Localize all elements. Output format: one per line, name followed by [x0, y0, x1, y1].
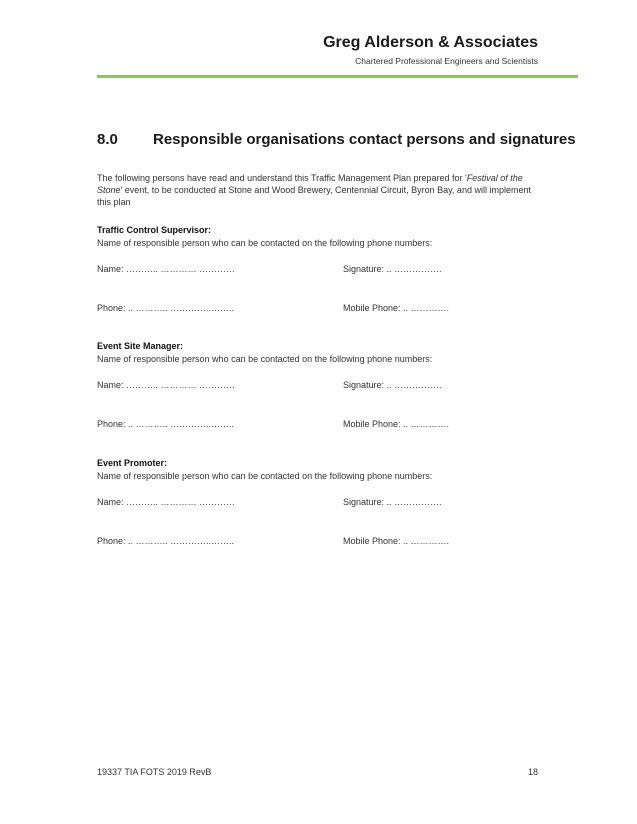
section-title: Responsible organisations contact persons and signatures: [153, 131, 576, 148]
intro-paragraph: [97, 172, 542, 208]
name-field: Name: ……….. ………… …………: [97, 380, 236, 390]
header-divider: [97, 75, 578, 78]
mobile-phone-field: Mobile Phone: .. ………….: [343, 419, 450, 429]
footer-document-reference: 19337 TIA FOTS 2019 RevB: [97, 767, 212, 777]
phone-field: Phone: .. ……….. …………..……..: [97, 536, 235, 546]
phone-field: Phone: .. ……….. …………..……..: [97, 303, 235, 313]
footer-page-number: 18: [528, 767, 539, 777]
contact-role-title: Traffic Control Supervisor:: [97, 225, 212, 235]
company-subtitle: Chartered Professional Engineers and Scientists: [355, 56, 538, 66]
intro-text-start: The following persons have read and understand this Traffic Management Plan prepared for ': [97, 173, 467, 183]
phone-field: Phone: .. ……….. …………..……..: [97, 419, 235, 429]
name-field: Name: ……….. ………… …………: [97, 264, 236, 274]
company-name: Greg Alderson & Associates: [323, 34, 538, 51]
mobile-phone-field: Mobile Phone: .. ………….: [343, 536, 450, 546]
signature-field: Signature: .. …………….: [343, 380, 442, 390]
contact-description: Name of responsible person who can be contacted on the following phone numbers:: [97, 354, 433, 364]
contact-role-title: Event Promoter:: [97, 458, 168, 468]
mobile-phone-field: Mobile Phone: .. ………….: [343, 303, 450, 313]
name-field: Name: ……….. ………… …………: [97, 497, 236, 507]
signature-field: Signature: .. …………….: [343, 264, 442, 274]
contact-role-title: Event Site Manager:: [97, 341, 184, 351]
intro-text-end: ' event, to be conducted at Stone and Wood Brewery, Centennial Circuit, Byron Bay, and will implement this plan: [97, 185, 531, 207]
contact-description: Name of responsible person who can be contacted on the following phone numbers:: [97, 471, 433, 481]
signature-field: Signature: .. …………….: [343, 497, 442, 507]
event-name: Festival of the Stone: [97, 173, 523, 195]
contact-description: Name of responsible person who can be contacted on the following phone numbers:: [97, 238, 433, 248]
section-number: 8.0: [97, 131, 118, 148]
